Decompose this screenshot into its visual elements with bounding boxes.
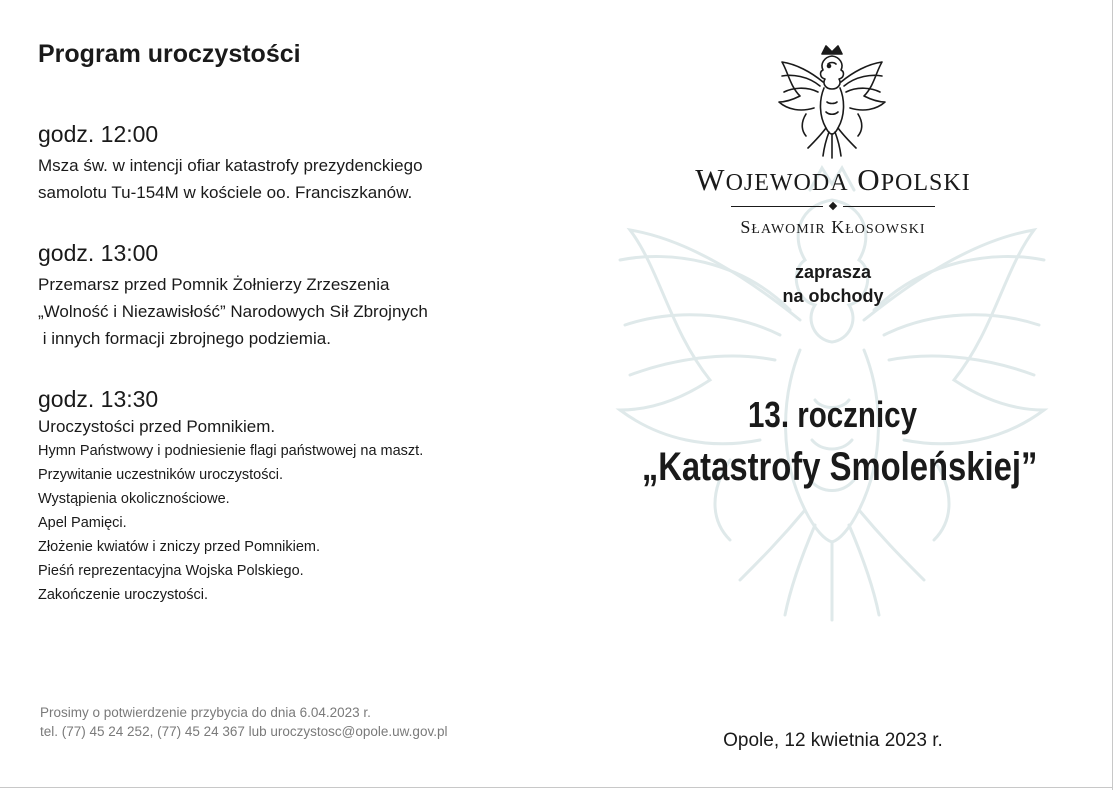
list-item: Apel Pamięci.	[38, 515, 127, 531]
person-rest: ŁOSOWSKI	[845, 222, 926, 237]
person-initial: S	[740, 217, 752, 237]
program-title: Program uroczystości	[38, 40, 301, 68]
ornamental-divider	[731, 205, 935, 209]
org-rest: OJEWODA	[725, 170, 849, 196]
list-item: Hymn Państwowy i podniesienie flagi państwowej na maszt.	[38, 443, 424, 459]
program-block-1330	[38, 385, 423, 607]
ceremony-items	[38, 439, 423, 607]
list-item: Złożenie kwiatów i zniczy przed Pomnikiem.	[38, 539, 321, 555]
person-initial: K	[825, 217, 846, 237]
description-line: Msza św. w intencji ofiar katastrofy prezydenckiego	[38, 156, 423, 175]
program-description	[38, 152, 423, 206]
white-eagle-emblem-icon	[776, 42, 888, 160]
place-date: Opole, 12 kwietnia 2023 r.	[723, 730, 943, 751]
list-item: Przywitanie uczestników uroczystości.	[38, 467, 283, 483]
program-block-1300	[38, 239, 428, 352]
invite-line: zaprasza	[794, 262, 872, 282]
description-line: i innych formacji zbrojnego podziemia.	[38, 329, 331, 348]
rsvp-text: Prosimy o potwierdzenie przybycia do dnia 6.04.2023 r.	[40, 705, 371, 720]
description-line: Uroczystości przed Pomnikiem.	[38, 417, 276, 436]
event-title-line: „Katastrofy Smoleńskiej”	[641, 445, 1038, 489]
org-initial: W	[695, 162, 726, 197]
list-item: Pieśń reprezentacyjna Wojska Polskiego.	[38, 563, 304, 579]
description-line: Przemarsz przed Pomnik Żołnierzy Zrzeszenia	[38, 275, 390, 294]
page-edge-bottom	[0, 787, 1113, 788]
program-time: godz. 13:00	[38, 240, 159, 266]
org-rest: POLSKI	[880, 170, 971, 196]
program-description	[38, 271, 428, 352]
contact-text: tel. (77) 45 24 252, (77) 45 24 367 lub uroczystosc@opole.uw.gov.pl	[40, 724, 448, 739]
person-name	[700, 217, 966, 238]
event-title	[600, 390, 1065, 494]
description-line: „Wolność i Niezawisłość” Narodowych Sił Zbrojnych	[38, 302, 428, 321]
person-rest: ŁAWOMIR	[751, 222, 826, 237]
invitation-text	[700, 260, 966, 308]
org-initial: O	[848, 162, 881, 197]
program-time: godz. 12:00	[38, 121, 159, 147]
program-time: godz. 13:30	[38, 386, 159, 412]
divider-line	[731, 206, 823, 207]
footer-note	[40, 703, 447, 741]
list-item: Zakończenie uroczystości.	[38, 587, 209, 603]
invite-line: na obchody	[782, 286, 884, 306]
program-block-1200	[38, 120, 423, 206]
list-item: Wystąpienia okolicznościowe.	[38, 491, 230, 507]
page-edge-right	[1112, 0, 1113, 790]
divider-line	[843, 206, 935, 207]
event-title-line: 13. rocznicy	[747, 394, 917, 435]
description-line: samolotu Tu-154M w kościele oo. Franciszkanów.	[38, 183, 413, 202]
organization-title	[690, 162, 976, 198]
